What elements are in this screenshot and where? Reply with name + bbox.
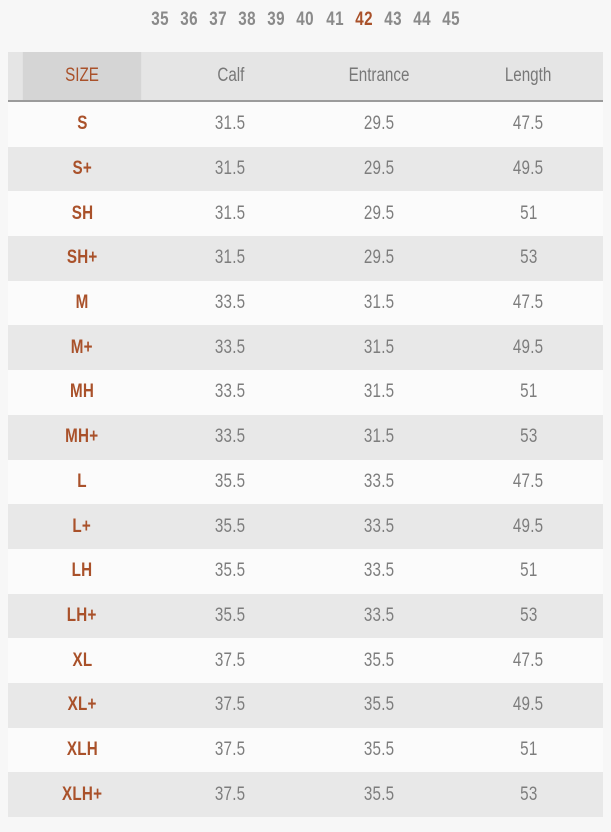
entrance-value-text: 35.5 (364, 738, 395, 760)
table-row (8, 281, 603, 326)
table-row (8, 594, 603, 639)
length-value-text: 47.5 (513, 292, 544, 314)
column-header-calf (156, 52, 305, 100)
length-value-text: 47.5 (513, 113, 544, 135)
table-body (8, 102, 603, 817)
row-calf-cell (156, 728, 305, 773)
calf-value-text: 31.5 (215, 247, 246, 269)
table-header-row (8, 52, 603, 102)
row-size-cell (8, 102, 156, 147)
size-label-text: XLH+ (61, 783, 103, 805)
row-size-cell (8, 191, 156, 236)
length-value-text: 49.5 (513, 515, 544, 537)
size-label-text: L (77, 470, 87, 492)
calf-value-text: 35.5 (215, 515, 246, 537)
table-row (8, 191, 603, 236)
row-length-cell (454, 683, 603, 728)
entrance-value-text: 31.5 (364, 426, 395, 448)
size-option-42[interactable]: 42 (354, 9, 373, 30)
length-value-text: 47.5 (513, 470, 544, 492)
row-length-cell (454, 236, 603, 281)
entrance-value-text: 35.5 (364, 649, 395, 671)
entrance-value-text: 35.5 (364, 783, 395, 805)
length-value-text: 51 (519, 560, 538, 582)
row-entrance-cell (305, 191, 454, 236)
row-entrance-cell (305, 504, 454, 549)
size-option-35[interactable]: 35 (150, 9, 169, 30)
row-size-cell (8, 236, 156, 281)
table-row (8, 370, 603, 415)
table-row (8, 415, 603, 460)
length-value-text: 49.5 (513, 158, 544, 180)
row-length-cell (454, 549, 603, 594)
row-size-cell (8, 549, 156, 594)
table-row (8, 504, 603, 549)
row-entrance-cell (305, 549, 454, 594)
size-label-text: SH+ (66, 247, 98, 269)
row-length-cell (454, 281, 603, 326)
calf-value-text: 33.5 (215, 426, 246, 448)
row-calf-cell (156, 281, 305, 326)
size-option-40[interactable]: 40 (296, 9, 315, 30)
size-label-text: S (76, 113, 88, 135)
calf-value-text: 37.5 (215, 738, 246, 760)
row-size-cell (8, 281, 156, 326)
length-value-text: 49.5 (513, 336, 544, 358)
row-length-cell (454, 772, 603, 817)
row-calf-cell (156, 549, 305, 594)
length-value-text: 53 (519, 604, 538, 626)
entrance-value-text: 29.5 (364, 247, 395, 269)
table-row (8, 549, 603, 594)
row-calf-cell (156, 638, 305, 683)
row-entrance-cell (305, 772, 454, 817)
table-row (8, 460, 603, 505)
row-entrance-cell (305, 415, 454, 460)
row-size-cell (8, 460, 156, 505)
entrance-value-text: 31.5 (364, 292, 395, 314)
row-length-cell (454, 147, 603, 192)
size-option-43[interactable]: 43 (384, 9, 402, 30)
row-calf-cell (156, 460, 305, 505)
row-size-cell (8, 683, 156, 728)
length-value-text: 51 (519, 202, 538, 224)
row-length-cell (454, 370, 603, 415)
row-calf-cell (156, 504, 305, 549)
row-size-cell (8, 728, 156, 773)
column-header-entrance (305, 52, 454, 100)
row-entrance-cell (305, 638, 454, 683)
size-table (8, 52, 603, 817)
entrance-value-text: 29.5 (364, 202, 395, 224)
size-label-text: XLH (66, 738, 98, 760)
row-calf-cell (156, 191, 305, 236)
calf-value-text: 35.5 (215, 470, 246, 492)
entrance-value-text: 33.5 (364, 470, 395, 492)
column-header-size: SIZE (23, 52, 141, 100)
size-option-41[interactable]: 41 (325, 9, 344, 30)
calf-value-text: 35.5 (215, 560, 246, 582)
row-entrance-cell (305, 683, 454, 728)
entrance-value-text: 33.5 (364, 560, 395, 582)
calf-value-text: 31.5 (215, 158, 246, 180)
calf-value-text: 31.5 (215, 113, 246, 135)
row-calf-cell (156, 683, 305, 728)
size-label-text: L+ (72, 515, 92, 537)
entrance-value-text: 31.5 (364, 381, 395, 403)
size-label-text: LH (71, 560, 93, 582)
size-label-text: XL (72, 649, 92, 671)
calf-value-text: 37.5 (215, 783, 246, 805)
table-row (8, 683, 603, 728)
table-row (8, 236, 603, 281)
row-size-cell (8, 147, 156, 192)
row-calf-cell (156, 772, 305, 817)
row-calf-cell (156, 325, 305, 370)
size-label-text: M+ (70, 336, 94, 358)
row-size-cell (8, 594, 156, 639)
length-value-text: 53 (519, 247, 538, 269)
row-length-cell (454, 728, 603, 773)
row-size-cell (8, 504, 156, 549)
row-calf-cell (156, 594, 305, 639)
row-calf-cell (156, 102, 305, 147)
row-length-cell (454, 504, 603, 549)
row-entrance-cell (305, 370, 454, 415)
row-calf-cell (156, 236, 305, 281)
length-value-text: 51 (519, 381, 538, 403)
row-entrance-cell (305, 325, 454, 370)
column-header-length (454, 52, 603, 100)
row-entrance-cell (305, 460, 454, 505)
row-size-cell (8, 370, 156, 415)
column-header-calf-label: Calf (216, 65, 245, 86)
row-size-cell (8, 772, 156, 817)
size-option-45[interactable]: 45 (442, 9, 461, 30)
row-entrance-cell (305, 594, 454, 639)
entrance-value-text: 29.5 (364, 158, 395, 180)
length-value-text: 49.5 (513, 694, 544, 716)
size-option-37[interactable]: 37 (209, 9, 227, 30)
calf-value-text: 37.5 (215, 694, 246, 716)
entrance-value-text: 35.5 (364, 694, 395, 716)
row-entrance-cell (305, 236, 454, 281)
size-option-44[interactable]: 44 (413, 9, 431, 30)
row-entrance-cell (305, 147, 454, 192)
table-row (8, 772, 603, 817)
size-label-text: MH (69, 381, 95, 403)
length-value-text: 51 (519, 738, 538, 760)
row-calf-cell (156, 147, 305, 192)
column-header-entrance-label: Entrance (349, 65, 410, 86)
row-length-cell (454, 638, 603, 683)
row-calf-cell (156, 370, 305, 415)
calf-value-text: 33.5 (215, 336, 246, 358)
row-size-cell (8, 325, 156, 370)
length-value-text: 53 (519, 783, 538, 805)
calf-value-text: 35.5 (215, 604, 246, 626)
entrance-value-text: 33.5 (364, 604, 395, 626)
size-selector (0, 0, 611, 40)
length-value-text: 47.5 (513, 649, 544, 671)
row-length-cell (454, 102, 603, 147)
size-option-39[interactable]: 39 (267, 9, 286, 30)
calf-value-text: 37.5 (215, 649, 246, 671)
size-label-text: LH+ (67, 604, 97, 626)
table-row (8, 102, 603, 147)
size-label-text: XL+ (67, 694, 97, 716)
row-calf-cell (156, 415, 305, 460)
row-entrance-cell (305, 728, 454, 773)
row-length-cell (454, 191, 603, 236)
calf-value-text: 33.5 (215, 292, 246, 314)
column-header-length-label: Length (505, 65, 552, 86)
size-label-text: MH+ (65, 426, 99, 448)
size-label-text: M (75, 292, 89, 314)
entrance-value-text: 31.5 (364, 336, 395, 358)
table-row (8, 638, 603, 683)
row-length-cell (454, 460, 603, 505)
entrance-value-text: 33.5 (364, 515, 395, 537)
row-entrance-cell (305, 102, 454, 147)
table-row (8, 728, 603, 773)
size-label-text: S+ (72, 158, 92, 180)
calf-value-text: 31.5 (215, 202, 246, 224)
size-option-36[interactable]: 36 (180, 9, 198, 30)
calf-value-text: 33.5 (215, 381, 246, 403)
length-value-text: 53 (519, 426, 538, 448)
size-option-38[interactable]: 38 (238, 9, 257, 30)
entrance-value-text: 29.5 (364, 113, 395, 135)
row-size-cell (8, 415, 156, 460)
row-length-cell (454, 415, 603, 460)
row-length-cell (454, 594, 603, 639)
row-entrance-cell (305, 281, 454, 326)
table-row (8, 325, 603, 370)
row-length-cell (454, 325, 603, 370)
table-row (8, 147, 603, 192)
size-label-text: SH (71, 202, 93, 224)
row-size-cell (8, 638, 156, 683)
